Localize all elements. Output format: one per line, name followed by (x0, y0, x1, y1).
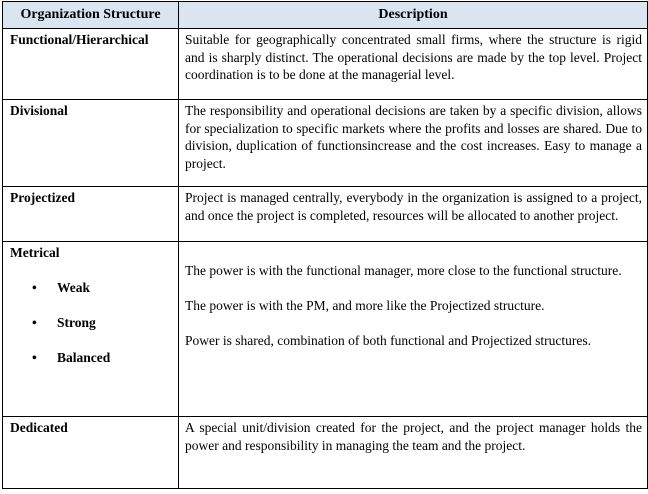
sub-item-label-strong: Strong (57, 315, 96, 330)
table-row (3, 100, 648, 187)
sub-item-label-balanced: Balanced (57, 350, 111, 365)
sub-item-description-balanced: Power is shared, combination of both functional and Projectized structures. (185, 332, 592, 348)
row-label-functional: Functional/Hierarchical (3, 29, 179, 100)
list-item (10, 314, 173, 332)
table-row (3, 187, 648, 242)
row-description-divisional: The responsibility and operational decisions are taken by a specific division, allows for specialization to specific markets where the profits and losses are shared. Due to division, duplication of functionsincrease and the cost increases. Easy to manage a project. (179, 100, 648, 187)
row-label-dedicated: Dedicated (3, 417, 179, 489)
organization-structure-table (2, 1, 648, 489)
row-label-projectized: Projectized (3, 187, 179, 242)
row-description-dedicated: A special unit/division created for the project, and the project manager holds the power and responsibility in managing the team and the project. (179, 417, 648, 489)
bullet-icon: • (32, 280, 37, 295)
table-row (3, 29, 648, 100)
table-row (3, 417, 648, 489)
column-header-description: Description (179, 2, 648, 29)
row-label-metrical: Metrical (10, 245, 60, 260)
bullet-icon: • (32, 315, 37, 330)
row-description-projectized: Project is managed centrally, everybody in the organization is assigned to a project, and once the project is completed, resources will be allocated to another project. (179, 187, 648, 242)
list-item (10, 349, 173, 367)
sub-item-label-weak: Weak (57, 280, 91, 295)
spacer (185, 244, 642, 262)
header-row (3, 2, 648, 29)
row-label-divisional: Divisional (3, 100, 179, 187)
table-row (3, 242, 648, 417)
row-label-metrical-cell (3, 242, 179, 417)
row-description-functional: Suitable for geographically concentrated small firms, where the structure is rigid and is sharply distinct. The operational decisions are made by the top level. Project coordination is to be done at the managerial level. (179, 29, 648, 100)
row-description-metrical (179, 242, 648, 417)
list-item (10, 279, 173, 297)
metrical-sub-list (10, 279, 173, 367)
bullet-icon: • (32, 350, 37, 365)
sub-item-description-strong: The power is with the PM, and more like the Projectized structure. (185, 297, 545, 313)
sub-item-description-weak: The power is with the functional manager, more close to the functional structure. (185, 262, 622, 278)
column-header-structure: Organization Structure (3, 2, 179, 29)
